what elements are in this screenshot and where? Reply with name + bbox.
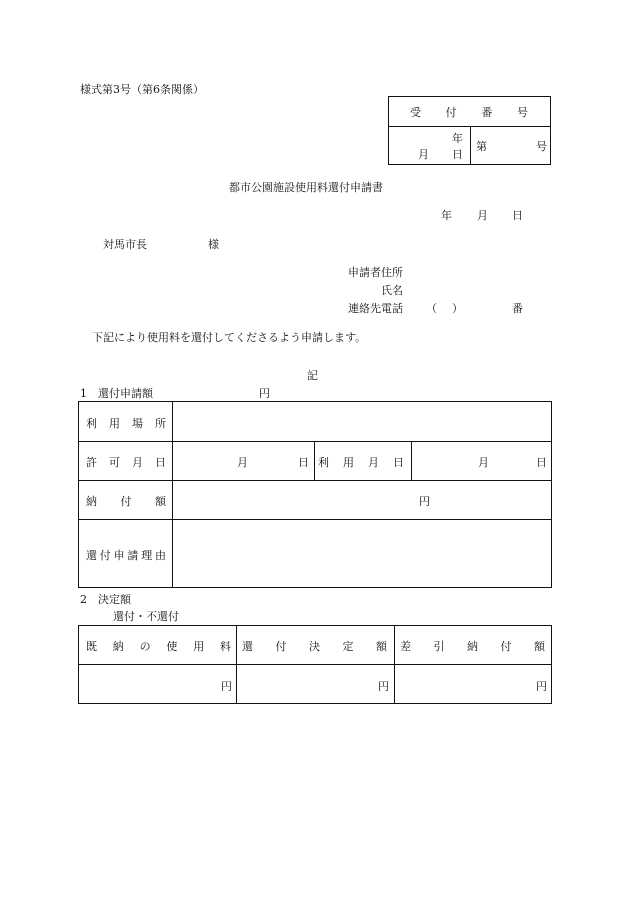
body-text: 下記により使用料を還付してくださるよう申請します。 bbox=[92, 331, 367, 344]
phone-paren-close: ） bbox=[452, 302, 463, 315]
application-table bbox=[78, 401, 552, 588]
row-paid-label: 納 付 額 bbox=[86, 495, 166, 508]
row-reason-label: 還 付 申 請 理 由 bbox=[86, 549, 166, 562]
use-day: 日 bbox=[536, 456, 547, 469]
date-day: 日 bbox=[512, 209, 523, 222]
applicant-name-label: 氏名 bbox=[381, 284, 403, 297]
applicant-phone-label: 連絡先電話 bbox=[348, 302, 403, 315]
receipt-day: 日 bbox=[452, 148, 463, 161]
header-diff: 差 引 納 付 額 bbox=[400, 640, 545, 653]
receipt-month: 月 bbox=[418, 148, 429, 161]
row-permit-date-label: 許 可 月 日 bbox=[86, 456, 166, 469]
date-month: 月 bbox=[477, 209, 488, 222]
receipt-header: 受 付 番 号 bbox=[410, 106, 528, 119]
section1-label: 1 還付申請額 bbox=[80, 387, 153, 400]
phone-ban: 番 bbox=[512, 302, 523, 315]
use-month: 月 bbox=[478, 456, 489, 469]
permit-month: 月 bbox=[237, 456, 248, 469]
header-paid-fee: 既 納 の 使 用 料 bbox=[86, 640, 231, 653]
permit-day: 日 bbox=[298, 456, 309, 469]
section2-label: 2 決定額 bbox=[80, 593, 131, 606]
receipt-box bbox=[388, 96, 551, 165]
decision-table bbox=[78, 625, 552, 704]
refund-yen: 円 bbox=[378, 680, 389, 693]
section2-sub: 還付・不還付 bbox=[113, 610, 179, 623]
date-year: 年 bbox=[441, 209, 452, 222]
phone-paren-open: （ bbox=[426, 302, 437, 315]
form-number: 様式第3号（第6条関係） bbox=[80, 83, 204, 96]
addressee-suffix: 様 bbox=[208, 238, 219, 251]
receipt-year: 年 bbox=[452, 132, 463, 145]
ki-label: 記 bbox=[307, 369, 318, 382]
header-refund: 還 付 決 定 額 bbox=[242, 640, 387, 653]
receipt-go: 号 bbox=[536, 140, 547, 153]
row-place-label: 利 用 場 所 bbox=[86, 417, 166, 430]
diff-yen: 円 bbox=[536, 680, 547, 693]
row-use-date-label: 利 用 月 日 bbox=[318, 456, 404, 469]
paid-fee-yen: 円 bbox=[221, 680, 232, 693]
applicant-address-label: 申請者住所 bbox=[348, 266, 403, 279]
receipt-dai: 第 bbox=[476, 140, 487, 153]
addressee-name: 対馬市長 bbox=[103, 238, 147, 251]
section1-yen: 円 bbox=[259, 387, 270, 400]
page-title: 都市公園施設使用料還付申請書 bbox=[229, 181, 383, 194]
paid-yen: 円 bbox=[419, 495, 430, 508]
